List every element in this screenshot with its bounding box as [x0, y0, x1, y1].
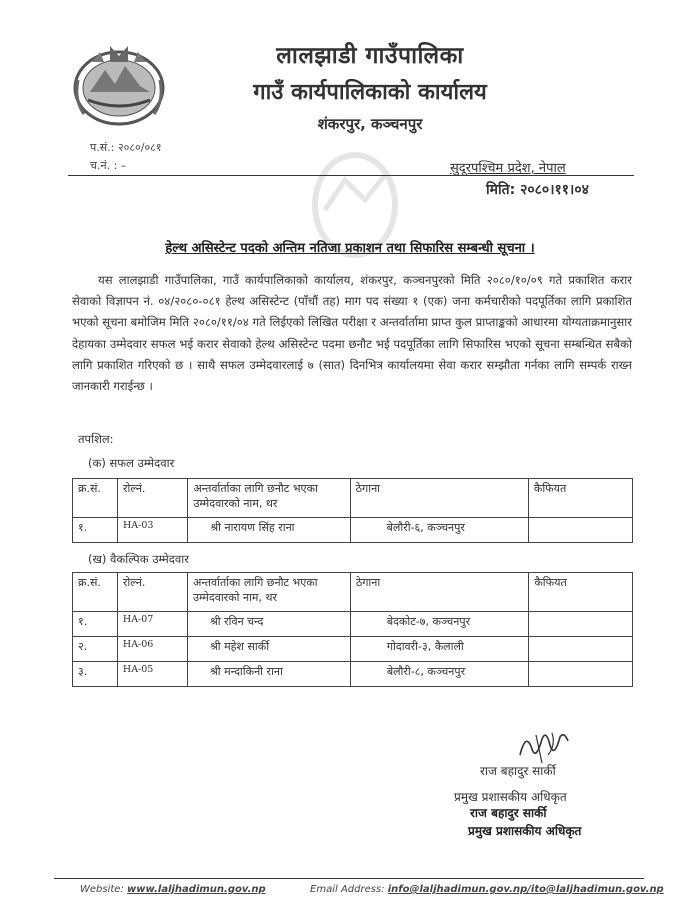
notice-paragraph: यस लालझाडी गाउँपालिका, गाउँ कार्यपालिकाको कार्यालय, शंकरपुर, कञ्चनपुरको मिति २०८०/१०/०९ गते प्रकाशित करार सेवाको विज्ञापन नं. ०४/२०८०-०८१ हेल्थ असिस्टेन्ट (पाँचौं तह) माग पद संख्या १ (एक) जना कर्मचारीको पदपूर्तिका लागि प्रकाशित भएको सूचना बमोजिम मिति २०८०/११/०४ गते लिईएको लिखित परीक्षा र अन्तर्वार्तामा प्राप्त कुल प्राप्ताङ्कको आधारमा योग्यताक्रमानुसार देहायका उम्मेदवार सफल भई करार सेवाको हेल्थ असिस्टेन्ट पदमा छनौट भई पदपूर्तिका लागि सिफारिस भएको सूचना सम्बन्धित सबैको लागि प्रकाशित गरिएको छ । साथै सफल उम्मेदवारलाई ७ (सात) दिनभित्र कार्यालयमा सेवा करार सम्झौता गर्नका लागि सम्पर्क राख्न जानकारी गराईन्छ ।	[72, 273, 632, 394]
successful-candidates-table	[72, 478, 633, 543]
row-sn: २.	[73, 637, 118, 662]
email-link[interactable]: info@laljhadimun.gov.np/ito@laljhadimun.gov.np	[387, 884, 664, 895]
row-remarks	[529, 612, 633, 637]
signatory-title: प्रमुख प्रशासकीय अधिकृत	[454, 790, 567, 804]
dispatch-number: च.नं. : –	[90, 159, 127, 172]
notice-body	[72, 270, 632, 397]
column-header-roll: रोल्नं.	[117, 573, 187, 612]
header-divider	[68, 175, 634, 176]
details-label: तपशिल:	[78, 432, 114, 446]
stamp-name: राज बहादुर सार्की	[470, 806, 547, 820]
government-emblem-icon	[70, 40, 168, 128]
footer	[80, 884, 664, 895]
office-name: गाउँ कार्यपालिकाको कार्यालय	[253, 80, 487, 105]
alternate-candidates-title: (ख) वैकल्पिक उम्मेदवार	[88, 552, 189, 566]
row-sn: १.	[73, 612, 118, 637]
table-row	[73, 612, 633, 637]
alternate-candidates-table	[72, 572, 633, 687]
successful-candidates-title: (क) सफल उम्मेदवार	[88, 456, 175, 470]
column-header-remarks: कैफियत	[528, 479, 632, 518]
column-header-name: अन्तर्वार्ताका लागि छनौट भएका उम्मेदवारको नाम, थर	[187, 573, 350, 612]
handwritten-signature	[512, 725, 572, 767]
row-remarks	[529, 662, 633, 687]
row-name: श्री महेश सार्की	[187, 637, 350, 662]
column-header-sn: क्र.सं.	[73, 479, 118, 518]
table-header-row	[73, 573, 633, 612]
row-address: बेदकोट-७, कञ्चनपुर	[350, 612, 529, 637]
row-name: श्री नारायण सिंह राना	[188, 518, 350, 543]
email-label: Email Address:	[310, 884, 385, 895]
row-name: श्री मन्दाकिनी राना	[187, 662, 350, 687]
signatory-name: राज बहादुर सार्की	[480, 764, 556, 778]
row-roll: HA-05	[117, 662, 187, 687]
column-header-sn: क्र.सं.	[73, 573, 118, 612]
office-address: शंकरपुर, कञ्चनपुर	[317, 115, 423, 133]
notice-subject: हेल्थ असिस्टेन्ट पदको अन्तिम नतिजा प्रकाशन तथा सिफारिस सम्बन्धी सूचना ।	[165, 241, 535, 256]
column-header-address: ठेगाना	[350, 573, 529, 612]
column-header-address: ठेगाना	[350, 479, 528, 518]
reference-number: प.सं.: २०८०/०८१	[90, 141, 162, 154]
footer-divider	[54, 878, 644, 879]
website-label: Website:	[80, 884, 124, 895]
row-sn: १.	[73, 518, 118, 543]
row-remarks	[528, 518, 632, 543]
column-header-roll: रोल्नं.	[117, 479, 187, 518]
table-row	[73, 518, 633, 543]
row-roll: HA-06	[117, 637, 187, 662]
row-roll: HA-07	[117, 612, 187, 637]
row-address: बेलौरी-८, कञ्चनपुर	[350, 662, 529, 687]
row-sn: ३.	[73, 662, 118, 687]
column-header-remarks: कैफियत	[529, 573, 633, 612]
row-roll: HA-03	[117, 518, 187, 543]
column-header-name: अन्तर्वार्ताका लागि छनौट भएका उम्मेदवारको नाम, थर	[188, 479, 350, 518]
table-row	[73, 662, 633, 687]
website-link[interactable]: www.laljhadimun.gov.np	[127, 884, 266, 895]
province-name: सुदूरपश्चिम प्रदेश, नेपाल	[450, 161, 566, 176]
row-address: बेलौरी-६, कञ्चनपुर	[350, 518, 528, 543]
document-date: मिति: २०८०।११।०४	[486, 182, 589, 198]
row-name: श्री रविन चन्द	[187, 612, 350, 637]
table-header-row	[73, 479, 633, 518]
table-row	[73, 637, 633, 662]
municipality-name: लालझाडी गाउँपालिका	[276, 43, 464, 69]
row-remarks	[529, 637, 633, 662]
stamp-title: प्रमुख प्रशासकीय अधिकृत	[468, 824, 582, 838]
row-address: गोदावरी-३, कैलाली	[350, 637, 529, 662]
